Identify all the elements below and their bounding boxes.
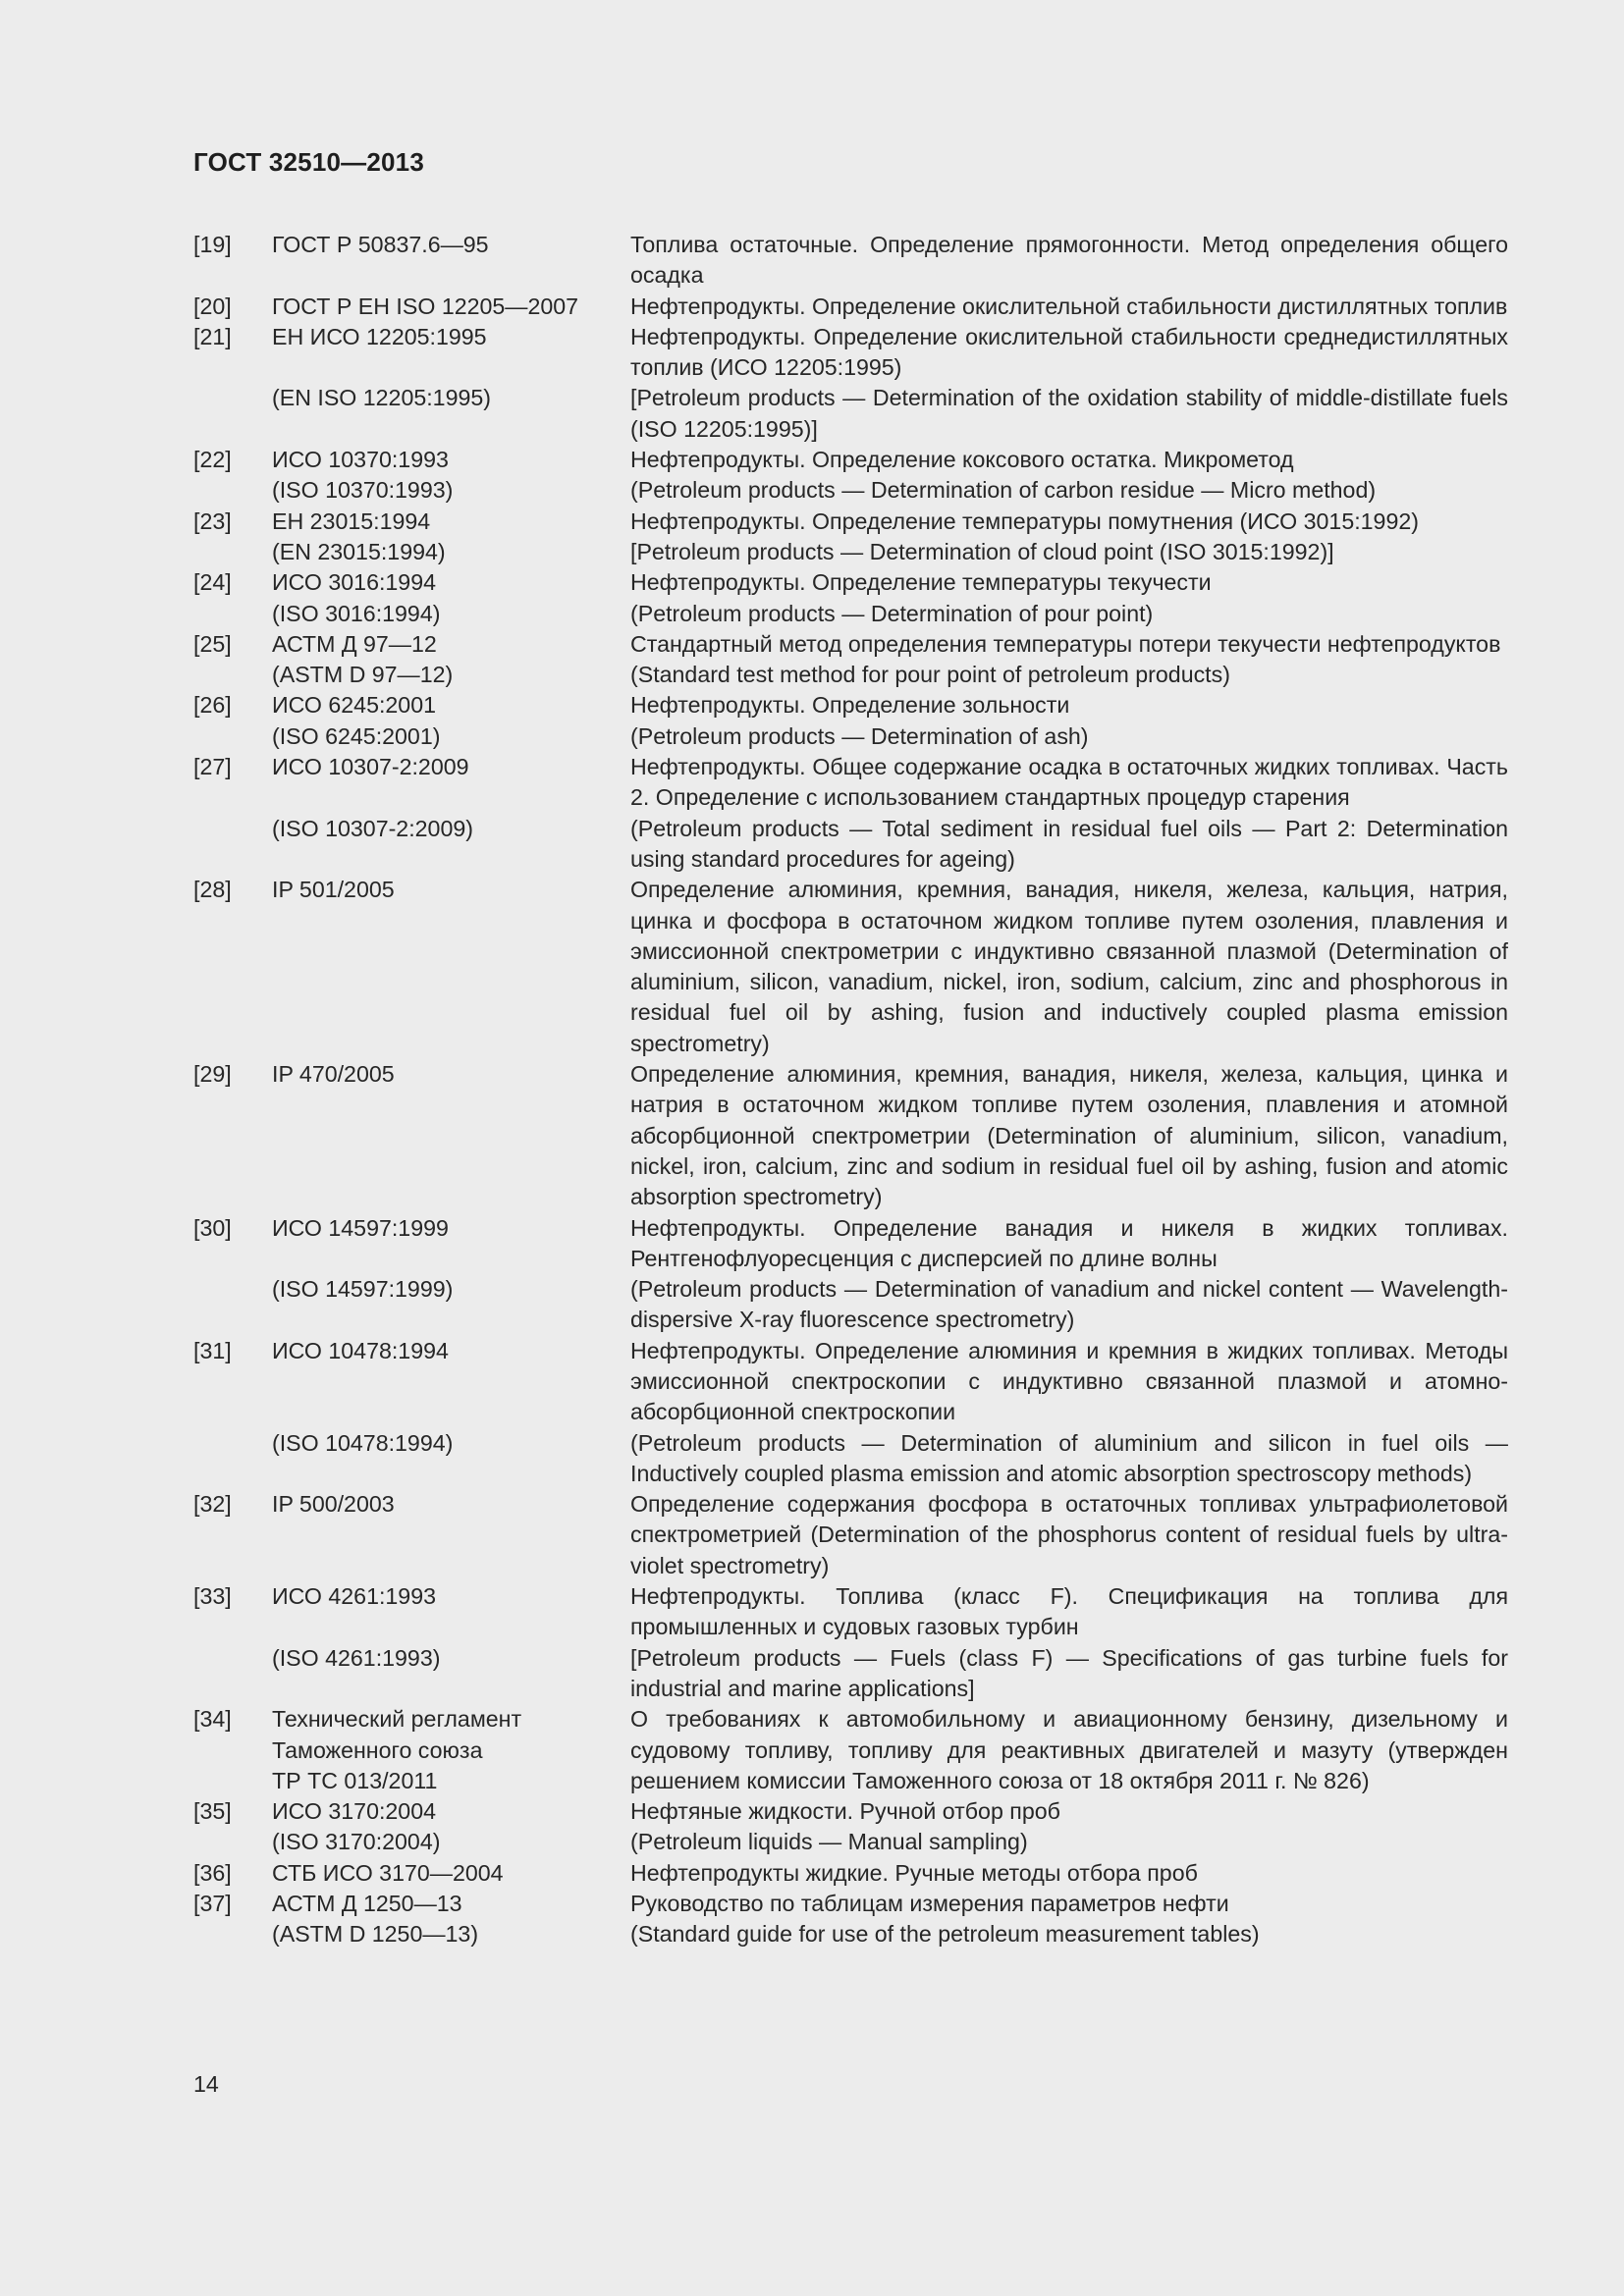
reference-entry: [193, 1213, 1508, 1275]
reference-title: [Petroleum products — Determination of the oxidation stability of middle-distillate fuels (ISO 12205:1995)]: [630, 385, 1508, 442]
reference-number: [22]: [193, 447, 232, 473]
reference-number: [193, 537, 272, 567]
reference-number: [193, 1827, 272, 1857]
reference-code: IP 470/2005: [272, 1061, 395, 1088]
reference-title: Нефтепродукты. Определение окислительной стабильности среднедистиллятных топлив (ИСО 12205:1995): [630, 323, 1508, 381]
reference-entry: [193, 1858, 1508, 1889]
reference-entry: [193, 690, 1508, 721]
reference-entry: [193, 1581, 1508, 1643]
reference-code: IP 501/2005: [272, 877, 395, 903]
reference-title: (Petroleum products — Total sediment in residual fuel oils — Part 2: Determination using standard procedures for ageing): [630, 815, 1508, 872]
reference-entry: [193, 660, 1508, 690]
reference-entry: [193, 1919, 1508, 1949]
reference-title: [Petroleum products — Fuels (class F) — Specifications of gas turbine fuels for industrial and marine applications]: [630, 1644, 1508, 1701]
reference-number: [23]: [193, 507, 232, 534]
reference-code: АСТМ Д 1250—13: [272, 1891, 462, 1917]
reference-code: ИСО 10370:1993: [272, 447, 449, 473]
reference-code: (ASTM D 97—12): [272, 662, 454, 688]
reference-code: ЕН 23015:1994: [272, 507, 431, 534]
reference-title: (Petroleum products — Determination of vanadium and nickel content — Wavelength-dispersive X-ray fluorescence spectrometry): [630, 1276, 1508, 1333]
reference-number: [30]: [193, 1214, 232, 1241]
reference-code: (ISO 4261:1993): [272, 1644, 441, 1671]
reference-title: Нефтепродукты. Определение ванадия и никеля в жидких топливах. Рентгенофлуоресценция с дисперсией по длине волны: [630, 1214, 1508, 1271]
reference-code: ИСО 3170:2004: [272, 1798, 436, 1825]
reference-title: Нефтепродукты. Определение температуры текучести: [630, 569, 1212, 596]
reference-entry: [193, 230, 1508, 292]
reference-number: [37]: [193, 1891, 232, 1917]
reference-entry: [193, 752, 1508, 814]
reference-entry: [193, 721, 1508, 752]
reference-code: ИСО 4261:1993: [272, 1583, 436, 1610]
reference-title: (Standard test method for pour point of petroleum products): [630, 662, 1230, 688]
reference-entry: [193, 599, 1508, 629]
reference-title: Нефтепродукты. Общее содержание осадка в остаточных жидких топливах. Часть 2. Определение с использованием стандартных процедур старения: [630, 754, 1508, 811]
reference-entry: [193, 1704, 1508, 1796]
reference-entry: [193, 475, 1508, 506]
reference-entry: [193, 1489, 1508, 1581]
reference-code: СТБ ИСО 3170—2004: [272, 1859, 504, 1886]
reference-number: [27]: [193, 754, 232, 780]
reference-number: [35]: [193, 1798, 232, 1825]
reference-title: (Petroleum products — Determination of carbon residue — Micro method): [630, 477, 1377, 504]
reference-code: ГОСТ Р ЕН ISO 12205—2007: [272, 293, 579, 319]
reference-title: Нефтепродукты. Определение коксового остатка. Микрометод: [630, 447, 1294, 473]
reference-code: IP 500/2003: [272, 1491, 395, 1518]
document-header: ГОСТ 32510—2013: [193, 147, 424, 177]
reference-title: (Petroleum products — Determination of pour point): [630, 600, 1154, 626]
reference-entry: [193, 814, 1508, 876]
reference-code: (ISO 3170:2004): [272, 1829, 441, 1855]
reference-entry: [193, 629, 1508, 660]
reference-title: О требованиях к автомобильному и авиационному бензину, дизельному и судовому топливу, топливу для реактивных двигателей и мазуту (утвержден решением комиссии Таможенного союза от 18 октября 2011 г. № 826): [630, 1706, 1508, 1793]
reference-entry: [193, 567, 1508, 598]
reference-number: [21]: [193, 323, 232, 349]
reference-entry: [193, 383, 1508, 445]
reference-code: (ISO 6245:2001): [272, 722, 441, 749]
reference-code: (ISO 14597:1999): [272, 1276, 454, 1303]
reference-number: [36]: [193, 1859, 232, 1886]
reference-code: (ISO 3016:1994): [272, 600, 441, 626]
reference-code: ГОСТ Р 50837.6—95: [272, 232, 489, 257]
reference-number: [193, 814, 272, 876]
reference-code: (EN 23015:1994): [272, 538, 446, 564]
reference-entry: [193, 1796, 1508, 1827]
reference-title: Топлива остаточные. Определение прямогонности. Метод определения общего осадка: [630, 232, 1508, 289]
reference-code: ИСО 10478:1994: [272, 1337, 449, 1363]
reference-title: (Petroleum products — Determination of ash): [630, 722, 1089, 749]
reference-title: (Petroleum liquids — Manual sampling): [630, 1829, 1028, 1855]
reference-title: Определение содержания фосфора в остаточных топливах ультрафиолетовой спектрометрией (Determination of the phosphorus content of residual fuels by ultra-violet spectrometry): [630, 1491, 1508, 1578]
reference-title: Определение алюминия, кремния, ванадия, никеля, железа, кальция, цинка и натрия в остаточном жидком топливе путем озоления, плавления и атомной абсорбционной спектрометрии (Determination of aluminium, silicon, vanadium, nickel, iron, calcium, zinc and sodium in residual fuel oil by ashing, fusion and atomic absorption spectrometry): [630, 1061, 1508, 1210]
reference-entry: [193, 1059, 1508, 1212]
reference-title: Нефтепродукты. Определение зольности: [630, 692, 1070, 719]
reference-number: [193, 475, 272, 506]
reference-entry: [193, 445, 1508, 475]
reference-entry: [193, 1428, 1508, 1490]
reference-number: [29]: [193, 1061, 232, 1088]
reference-entry: [193, 1643, 1508, 1705]
reference-title: (Standard guide for use of the petroleum measurement tables): [630, 1921, 1260, 1948]
reference-code: ЕН ИСО 12205:1995: [272, 323, 487, 349]
reference-number: [193, 1428, 272, 1490]
reference-entry: [193, 322, 1508, 384]
reference-number: [193, 599, 272, 629]
reference-number: [33]: [193, 1583, 232, 1610]
reference-title: Нефтепродукты. Топлива (класс F). Спецификация на топлива для промышленных и судовых газовых турбин: [630, 1583, 1508, 1640]
reference-code: ИСО 14597:1999: [272, 1214, 449, 1241]
reference-code: ИСО 3016:1994: [272, 569, 436, 596]
reference-entry: [193, 537, 1508, 567]
reference-code: (ISO 10370:1993): [272, 477, 454, 504]
reference-number: [19]: [193, 232, 232, 257]
reference-number: [31]: [193, 1337, 232, 1363]
reference-title: Определение алюминия, кремния, ванадия, никеля, железа, кальция, натрия, цинка и фосфора в остаточном жидком топливе путем озоления, плавления и эмиссионной спектрометрии с индуктивно связанной плазмой (Determination of aluminium, silicon, vanadium, nickel, iron, sodium, calcium, zinc and phosphorous in residual fuel oil by ashing, fusion and inductively coupled plasma emission spectrometry): [630, 877, 1508, 1056]
reference-number: [193, 721, 272, 752]
reference-code: (ASTM D 1250—13): [272, 1921, 479, 1948]
reference-number: [193, 1274, 272, 1336]
reference-entry: [193, 1336, 1508, 1428]
reference-title: Нефтепродукты. Определение окислительной стабильности дистиллятных топлив: [630, 293, 1508, 319]
reference-title: Нефтепродукты. Определение температуры помутнения (ИСО 3015:1992): [630, 507, 1419, 534]
reference-number: [193, 383, 272, 445]
reference-number: [32]: [193, 1491, 232, 1518]
reference-code: ИСО 6245:2001: [272, 692, 436, 719]
reference-title: Нефтяные жидкости. Ручной отбор проб: [630, 1798, 1060, 1825]
reference-number: [193, 660, 272, 690]
reference-entry: [193, 292, 1508, 322]
reference-entry: [193, 1827, 1508, 1857]
reference-title: Нефтепродукты жидкие. Ручные методы отбора проб: [630, 1859, 1198, 1886]
reference-number: [28]: [193, 877, 232, 903]
reference-code: АСТМ Д 97—12: [272, 630, 437, 657]
reference-code: (EN ISO 12205:1995): [272, 385, 491, 411]
reference-code: (ISO 10478:1994): [272, 1429, 454, 1456]
reference-title: Стандартный метод определения температуры потери текучести нефтепродуктов: [630, 630, 1501, 657]
reference-number: [34]: [193, 1706, 232, 1733]
page-number: 14: [193, 2071, 219, 2097]
reference-code: (ISO 10307-2:2009): [272, 815, 473, 841]
reference-title: Руководство по таблицам измерения параметров нефти: [630, 1891, 1229, 1917]
reference-number: [20]: [193, 293, 232, 319]
bibliography-list: [193, 230, 1508, 1950]
reference-number: [193, 1643, 272, 1705]
reference-title: (Petroleum products — Determination of aluminium and silicon in fuel oils — Inductively coupled plasma emission and atomic absorption spectroscopy methods): [630, 1429, 1508, 1486]
reference-number: [25]: [193, 630, 232, 657]
reference-entry: [193, 1889, 1508, 1919]
reference-entry: [193, 507, 1508, 537]
reference-number: [24]: [193, 569, 232, 596]
reference-code: ИСО 10307-2:2009: [272, 754, 469, 780]
reference-entry: [193, 1274, 1508, 1336]
reference-code: Технический регламент Таможенного союза ТР ТС 013/2011: [272, 1706, 522, 1793]
reference-number: [26]: [193, 692, 232, 719]
reference-title: [Petroleum products — Determination of cloud point (ISO 3015:1992)]: [630, 538, 1334, 564]
reference-number: [193, 1919, 272, 1949]
reference-title: Нефтепродукты. Определение алюминия и кремния в жидких топливах. Методы эмиссионной спектроскопии с индуктивно связанной плазмой и атомно-абсорбционной спектроскопии: [630, 1337, 1508, 1425]
reference-entry: [193, 875, 1508, 1059]
